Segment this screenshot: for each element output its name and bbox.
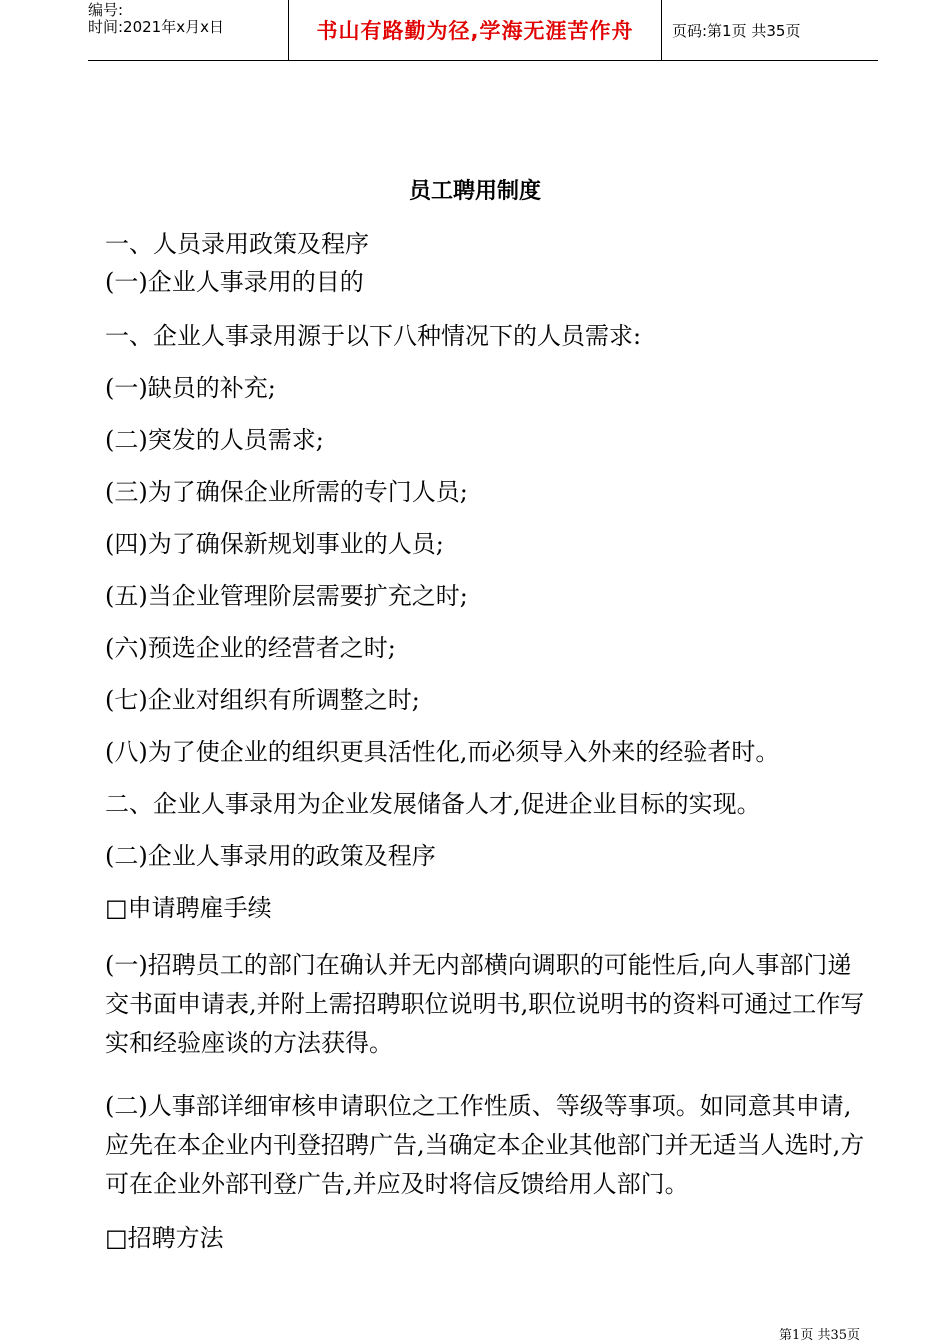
subsection-heading: (二)企业人事录用的政策及程序: [105, 842, 436, 870]
document-title: 员工聘用制度: [408, 179, 541, 204]
list-item: (六)预选企业的经营者之时;: [105, 634, 396, 662]
list-item: (五)当企业管理阶层需要扩充之时;: [105, 582, 468, 610]
list-item: (二)突发的人员需求;: [105, 426, 324, 454]
header-page-info: 页码:第1页 共35页: [672, 21, 801, 40]
checkbox-heading: □招聘方法: [105, 1224, 224, 1252]
paragraph: 二、企业人事录用为企业发展储备人才,促进企业目标的实现。: [105, 790, 761, 818]
list-item: (七)企业对组织有所调整之时;: [105, 686, 420, 714]
list-item: (一)缺员的补充;: [105, 374, 276, 402]
time-label: 时间:2021年x月x日: [88, 18, 224, 36]
document-body: [105, 222, 865, 1258]
page-header: [88, 0, 878, 61]
page-footer: 第1页 共35页: [779, 1328, 860, 1343]
list-item: (三)为了确保企业所需的专门人员;: [105, 478, 468, 506]
checkbox-heading: □申请聘雇手续: [105, 894, 272, 922]
number-label: 编号:: [88, 1, 124, 19]
subsection-heading: (一)企业人事录用的目的: [105, 268, 364, 296]
paragraph: (一)招聘员工的部门在确认并无内部横向调职的可能性后,向人事部门递交书面申请表,并附上需招聘职位说明书,职位说明书的资料可通过工作写实和经验座谈的方法获得。: [105, 951, 865, 1057]
header-meta: [88, 0, 288, 62]
section-heading: 一、人员录用政策及程序: [105, 230, 369, 258]
header-motto: 书山有路勤为径,学海无涯苦作舟: [288, 0, 662, 60]
paragraph: (二)人事部详细审核申请职位之工作性质、等级等事项。如同意其申请,应先在本企业内刊登招聘广告,当确定本企业其他部门并无适当人选时,方可在企业外部刊登广告,并应及时将信反馈给用人部门。: [105, 1092, 865, 1198]
list-item: (八)为了使企业的组织更具活性化,而必须导入外来的经验者时。: [105, 738, 780, 766]
list-item: (四)为了确保新规划事业的人员;: [105, 530, 444, 558]
paragraph: 一、企业人事录用源于以下八种情况下的人员需求:: [105, 322, 642, 350]
